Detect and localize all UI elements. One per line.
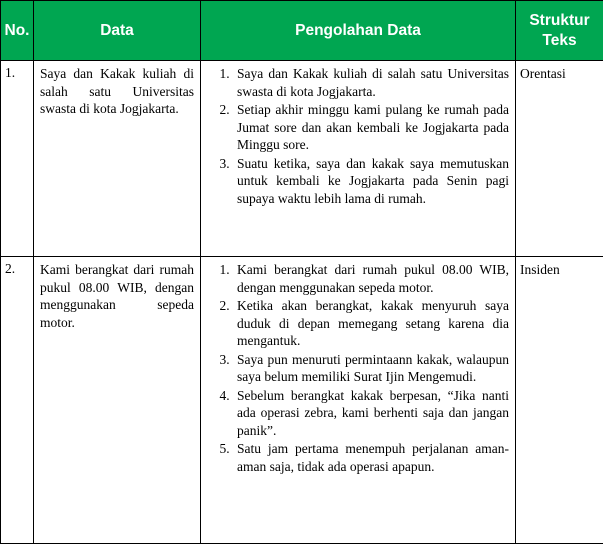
header-cell-pengolahan-data: Pengolahan Data xyxy=(201,1,516,61)
header-cell-data: Data xyxy=(34,1,201,61)
table-row-1 xyxy=(1,61,603,257)
row-number: 2. xyxy=(1,257,34,544)
pengolahan-list xyxy=(205,65,509,207)
pengolahan-list-item: 1. Saya dan Kakak kuliah di salah satu Universitas swasta di kota Jogjakarta. xyxy=(233,65,509,100)
struktur-teks-cell: Insiden xyxy=(516,257,603,544)
header-row xyxy=(1,1,603,61)
pengolahan-list-item: 5. Satu jam pertama menempuh perjalanan aman-aman saja, tidak ada operasi apapun. xyxy=(233,440,509,475)
pengolahan-list xyxy=(205,261,509,476)
data-cell: Kami berangkat dari rumah pukul 08.00 WIB, dengan menggunakan sepeda motor. xyxy=(34,257,201,544)
header-cell-struktur-teks: Struktur Teks xyxy=(516,1,603,61)
pengolahan-data-cell xyxy=(201,257,516,544)
pengolahan-list-item: 2. Setiap akhir minggu kami pulang ke rumah pada Jumat sore dan akan kembali ke Jogjakarta pada Minggu sore. xyxy=(233,101,509,154)
struktur-teks-cell: Orentasi xyxy=(516,61,603,257)
pengolahan-data-cell xyxy=(201,61,516,257)
table-row-2 xyxy=(1,257,603,544)
pengolahan-list-item: 2. Ketika akan berangkat, kakak menyuruh saya duduk di depan memegang setang karena dia mengantuk. xyxy=(233,297,509,350)
data-cell: Saya dan Kakak kuliah di salah satu Universitas swasta di kota Jogjakarta. xyxy=(34,61,201,257)
row-number: 1. xyxy=(1,61,34,257)
pengolahan-list-item: 3. Saya pun menuruti permintaann kakak, walaupun saya belum memiliki Surat Ijin Mengemudi. xyxy=(233,351,509,386)
pengolahan-list-item: 3. Suatu ketika, saya dan kakak saya memutuskan untuk kembali ke Jogjakarta pada Senin pagi supaya waktu lebih lama di rumah. xyxy=(233,155,509,208)
header-cell-no: No. xyxy=(1,1,34,61)
pengolahan-list-item: 4. Sebelum berangkat kakak berpesan, “Jika nanti ada operasi zebra, kami berhenti saja dan jangan panik”. xyxy=(233,387,509,440)
pengolahan-list-item: 1. Kami berangkat dari rumah pukul 08.00 WIB, dengan menggunakan sepeda motor. xyxy=(233,261,509,296)
